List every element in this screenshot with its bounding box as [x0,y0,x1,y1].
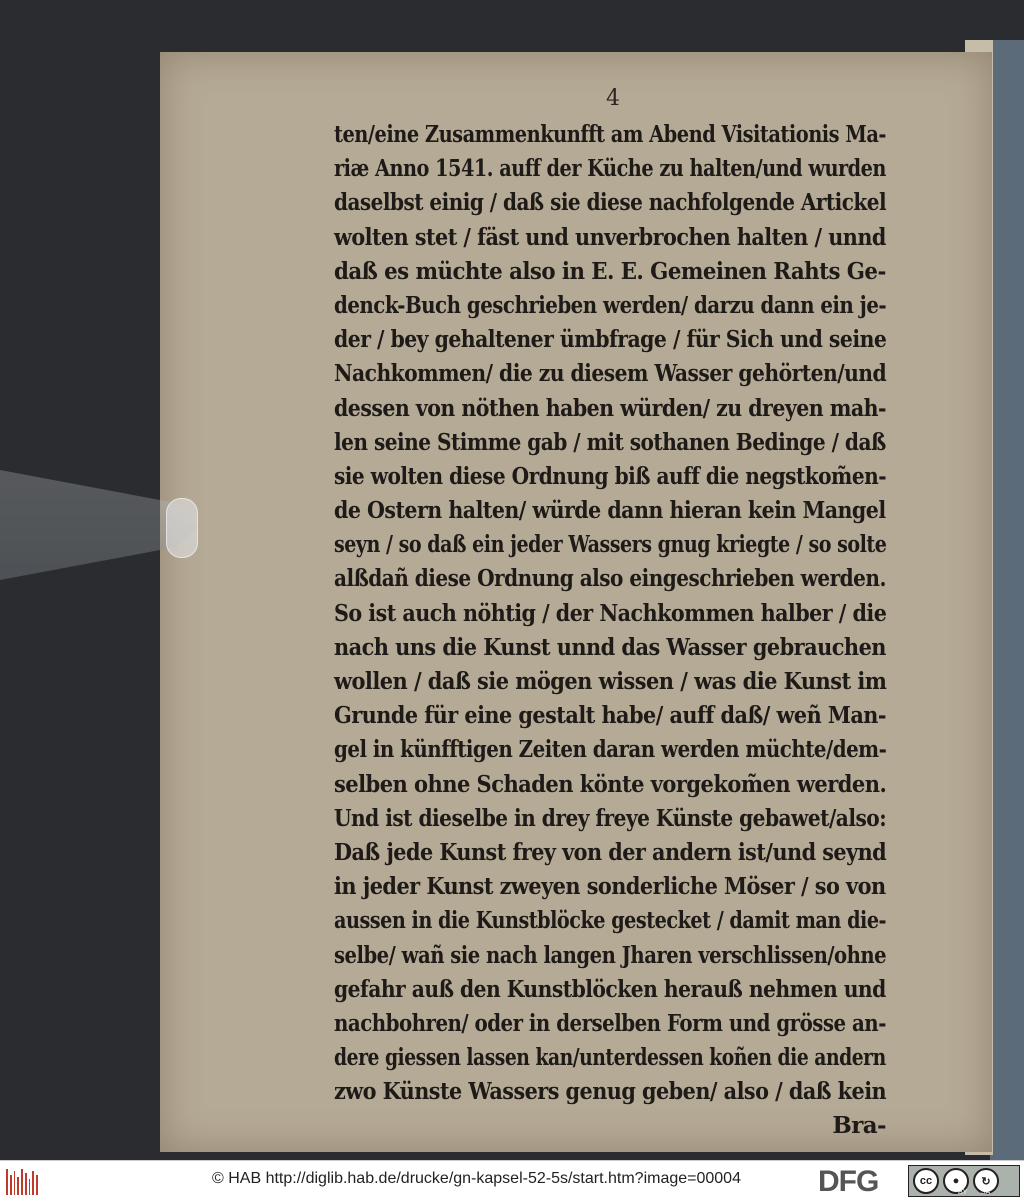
cc-by-label: BY [958,1189,968,1196]
cc-labels [958,1189,990,1196]
board-edge [990,40,1024,1160]
text-line: alßdañ diese Ordnung also eingeschrieben werden. [334,565,886,593]
text-line: wolten stet / fäst und unverbrochen halten / unnd [334,223,886,251]
text-line: Nachkommen/ die zu diesem Wasser gehörten/und [334,360,887,388]
by-icon: ● [943,1168,969,1194]
text-line: daselbst einig / daß sie diese nachfolgende Artickel [334,189,887,217]
text-line: de Ostern halten/ würde dann hieran kein Mangel [334,497,886,525]
page-clip-tip [166,498,198,558]
dfg-logo: DFG [818,1165,879,1198]
text-line: nachbohren/ oder in derselben Form und grösse an- [334,1009,886,1037]
text-line: zwo Künste Wassers genug geben/ also / daß kein [334,1078,887,1106]
sa-icon: ↻ [973,1168,999,1194]
cc-icon: cc [913,1168,939,1194]
text-line: gel in künfftigen Zeiten daran werden müchte/dem- [334,736,887,764]
text-line: dere giessen lassen kan/unterdessen koñen die andern [334,1044,886,1072]
text-line: riæ Anno 1541. auff der Küche zu halten/und wurden [334,155,886,183]
text-line: Daß jede Kunst frey von der andern ist/und seynd [334,838,887,866]
text-line: Und ist dieselbe in drey freye Künste gebawet/also: [334,804,887,832]
text-line: ten/eine Zusammenkunfft am Abend Visitationis Ma- [334,121,886,148]
text-line: aussen in die Kunstblöcke gestecket / damit man die- [334,907,887,935]
text-block [334,118,886,1144]
footer-bar [0,1160,1024,1201]
text-line: denck-Buch geschrieben werden/ darzu dann ein je- [334,291,887,319]
text-line: selbe/ wañ sie nach langen Jharen verschlissen/ohne [334,941,887,969]
catchword: Bra- [832,1112,886,1140]
text-line: seyn / so daß ein jeder Wassers gnug kriegte / so solte [334,531,887,559]
text-line: dessen von nöthen haben würden/ zu dreyen mah- [334,394,886,422]
text-line: So ist auch nöhtig / der Nachkommen halber / die [334,599,887,627]
hab-logo-icon [6,1167,38,1195]
page-number: 4 [606,86,620,111]
copyright-link[interactable]: © HAB http://diglib.hab.de/drucke/gn-kapsel-52-5s/start.htm?image=00004 [212,1170,741,1187]
text-line: Grunde für eine gestalt habe/ auff daß/ weñ Man- [334,702,886,730]
text-line: gefahr auß den Kunstblöcken herauß nehmen und [334,975,886,1003]
text-line: nach uns die Kunst unnd das Wasser gebrauchen [334,633,886,661]
cc-sa-label: SA [980,1189,991,1196]
text-line: sie wolten diese Ordnung biß auff die negstkom̃en- [334,462,887,490]
text-line: in jeder Kunst zweyen sonderliche Möser / so von [334,873,886,901]
text-line: der / bey gehaltener ümbfrage / für Sich und seine [334,326,887,354]
text-line: len seine Stimme gab / mit sothanen Bedinge / daß [334,428,886,456]
text-line: selben ohne Schaden könte vorgekom̃en werden. [334,770,887,798]
text-line: wollen / daß sie mögen wissen / was die Kunst im [334,668,887,695]
text-line: daß es müchte also in E. E. Gemeinen Rahts Ge- [334,257,886,285]
